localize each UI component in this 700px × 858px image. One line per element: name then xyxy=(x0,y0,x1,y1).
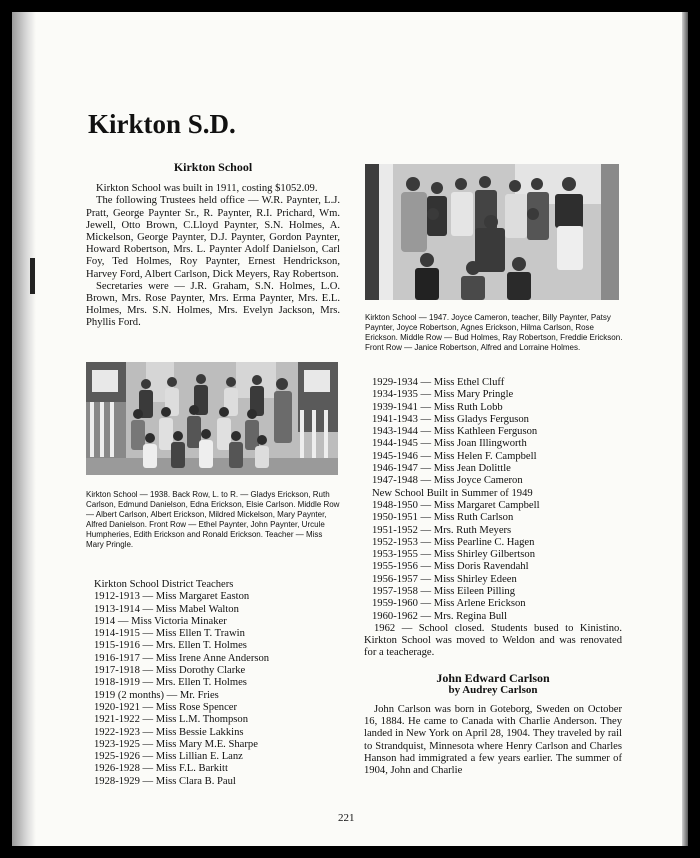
teacher-entry: 1960-1962 — Mrs. Regina Bull xyxy=(372,610,508,622)
teachers-right-items xyxy=(364,377,622,623)
teacher-entry: 1914 — Miss Victoria Minaker xyxy=(94,615,227,627)
page-edge-shadow xyxy=(682,12,688,846)
page-fold-shadow xyxy=(12,12,36,846)
teacher-entry: 1950-1951 — Miss Ruth Carlson xyxy=(372,512,514,524)
teachers-heading: Kirkton School District Teachers xyxy=(94,579,234,590)
carlson-heading: John Edward Carlson xyxy=(436,670,550,685)
left-column xyxy=(86,161,340,330)
teacher-entry: 1945-1946 — Miss Helen F. Campbell xyxy=(372,450,537,462)
teacher-entry: 1925-1926 — Miss Lillian E. Lanz xyxy=(94,751,243,763)
photo-1938-class xyxy=(86,362,338,475)
teacher-entry: 1928-1929 — Miss Clara B. Paul xyxy=(94,775,236,787)
teacher-entry: 1951-1952 — Mrs. Ruth Meyers xyxy=(372,524,512,536)
right-column xyxy=(364,377,622,777)
carlson-paragraph: John Carlson was born in Goteborg, Sweden on October 16, 1884. He came to Canada with Charlie Anderson. They landed in New York on April 28, 1904. They traveled by rail to Strandquist, Minnesota where Henry Carlson and Charles Hanson had immigrated a few years earlier. The summer of 1904, John and Charlie xyxy=(364,703,622,776)
photo-1938-caption: Kirkton School — 1938. Back Row, L. to R. — Gladys Erickson, Ruth Carlson, Edmund Danielson, Edna Erickson, Elsie Carlson. Middle Row — Albert Carlson, Albert Erickson, Mildred Mickelson, Mary Paynter, Alfred Danielson. Front Row — Ethel Paynter, John Paynter, Urcule Humpheries, Edith Erickson and Ronald Erickson. Teacher — Miss Mary Pringle. xyxy=(86,490,340,549)
teacher-entry: 1955-1956 — Miss Doris Ravendahl xyxy=(372,561,529,573)
teacher-entry: 1916-1917 — Miss Irene Anne Anderson xyxy=(94,652,270,664)
photo-1947-caption: Kirkton School — 1947. Joyce Cameron, teacher, Billy Paynter, Patsy Paynter, Joyce Robertson, Agnes Erickson, Hilma Carlson, Rose Erickson. Middle Row — Bud Holmes, Ray Robertson, Freddie Erickson. Front Row — Janice Robertson, Alfred and Lorraine Holmes. xyxy=(365,313,623,352)
teacher-entry: 1944-1945 — Miss Joan Illingworth xyxy=(372,438,527,450)
teacher-entry: 1957-1958 — Miss Eileen Pilling xyxy=(372,586,516,598)
teacher-entry: 1941-1943 — Miss Gladys Ferguson xyxy=(372,413,529,425)
teacher-entry: 1918-1919 — Mrs. Ellen T. Holmes xyxy=(94,677,247,689)
photo-1947-image xyxy=(365,164,619,300)
teacher-entry: New School Built in Summer of 1949 xyxy=(372,487,533,499)
carlson-byline: by Audrey Carlson xyxy=(448,683,538,696)
teacher-entry: 1921-1922 — Miss L.M. Thompson xyxy=(94,714,249,726)
teacher-entry: 1919 (2 months) — Mr. Fries xyxy=(94,689,219,701)
teacher-entry: 1912-1913 — Miss Margaret Easton xyxy=(94,591,250,603)
teacher-entry: 1946-1947 — Miss Jean Dolittle xyxy=(372,463,511,475)
binding-mark xyxy=(30,258,35,294)
teacher-entry: 1934-1935 — Miss Mary Pringle xyxy=(372,389,514,401)
page-number: 221 xyxy=(338,812,355,824)
teacher-entry: 1952-1953 — Miss Pearline C. Hagen xyxy=(372,536,535,548)
paragraph-trustees: The following Trustees held office — W.R. Paynter, L.J. Pratt, George Paynter Sr., R. Paynter, R.I. Prichard, Wm. Jewell, Otto Brown, C.Lloyd Paynter, S.N. Holmes, A. Mickelson, George Paynter, D.J. Paynter, Gordon Paynter, Howard Robertson, Mrs. L. Paynter Adolf Danielson, Carl Foy, Ted Holmes, Roy Paynter, Ernest Hendrickson, Harvey Ford, Albert Carlson, Dick Meyers, Ray Robertson. xyxy=(86,195,340,280)
teachers-left-list xyxy=(94,579,344,788)
paragraph-built: Kirkton School was built in 1911, costing $1052.09. xyxy=(96,183,318,195)
photo-1947-class xyxy=(365,164,619,300)
teacher-entry: 1956-1957 — Miss Shirley Edeen xyxy=(372,573,517,585)
page-title: Kirkton S.D. xyxy=(88,109,236,139)
teacher-entry: 1926-1928 — Miss F.L. Barkitt xyxy=(94,763,228,775)
photo-1938-image xyxy=(86,362,338,475)
teacher-entry: 1929-1934 — Miss Ethel Cluff xyxy=(372,377,505,388)
teacher-entry: 1920-1921 — Miss Rose Spencer xyxy=(94,701,238,713)
teachers-left-items xyxy=(94,591,344,788)
teacher-entry: 1953-1955 — Miss Shirley Gilbertson xyxy=(372,549,536,561)
teacher-entry: 1939-1941 — Miss Ruth Lobb xyxy=(372,401,503,413)
section-heading-kirkton-school: Kirkton School xyxy=(173,160,253,174)
teacher-entry: 1914-1915 — Miss Ellen T. Trawin xyxy=(94,628,245,640)
teacher-entry: 1923-1925 — Miss Mary M.E. Sharpe xyxy=(94,738,258,750)
closing-paragraph: 1962 — School closed. Students bused to Kinistino. Kirkton School was moved to Weldon and was renovated for a teacherage. xyxy=(364,622,622,659)
teacher-entry: 1959-1960 — Miss Arlene Erickson xyxy=(372,598,526,610)
teacher-entry: 1917-1918 — Miss Dorothy Clarke xyxy=(94,665,246,677)
teacher-entry: 1913-1914 — Miss Mabel Walton xyxy=(94,603,239,615)
teacher-entry: 1948-1950 — Miss Margaret Campbell xyxy=(372,499,540,511)
teacher-entry: 1915-1916 — Mrs. Ellen T. Holmes xyxy=(94,640,247,652)
teacher-entry: 1922-1923 — Miss Bessie Lakkins xyxy=(94,726,244,738)
teacher-entry: 1943-1944 — Miss Kathleen Ferguson xyxy=(372,426,538,438)
paragraph-secretaries: Secretaries were — J.R. Graham, S.N. Holmes, L.O. Brown, Mrs. Rose Paynter, Mrs. Erma Paynter, Mrs. E.L. Holmes, Mrs. S.N. Holmes, Mrs. Evelyn Jackson, Mrs. Phyllis Ford. xyxy=(86,280,340,329)
teacher-entry: 1947-1948 — Miss Joyce Cameron xyxy=(372,475,523,487)
